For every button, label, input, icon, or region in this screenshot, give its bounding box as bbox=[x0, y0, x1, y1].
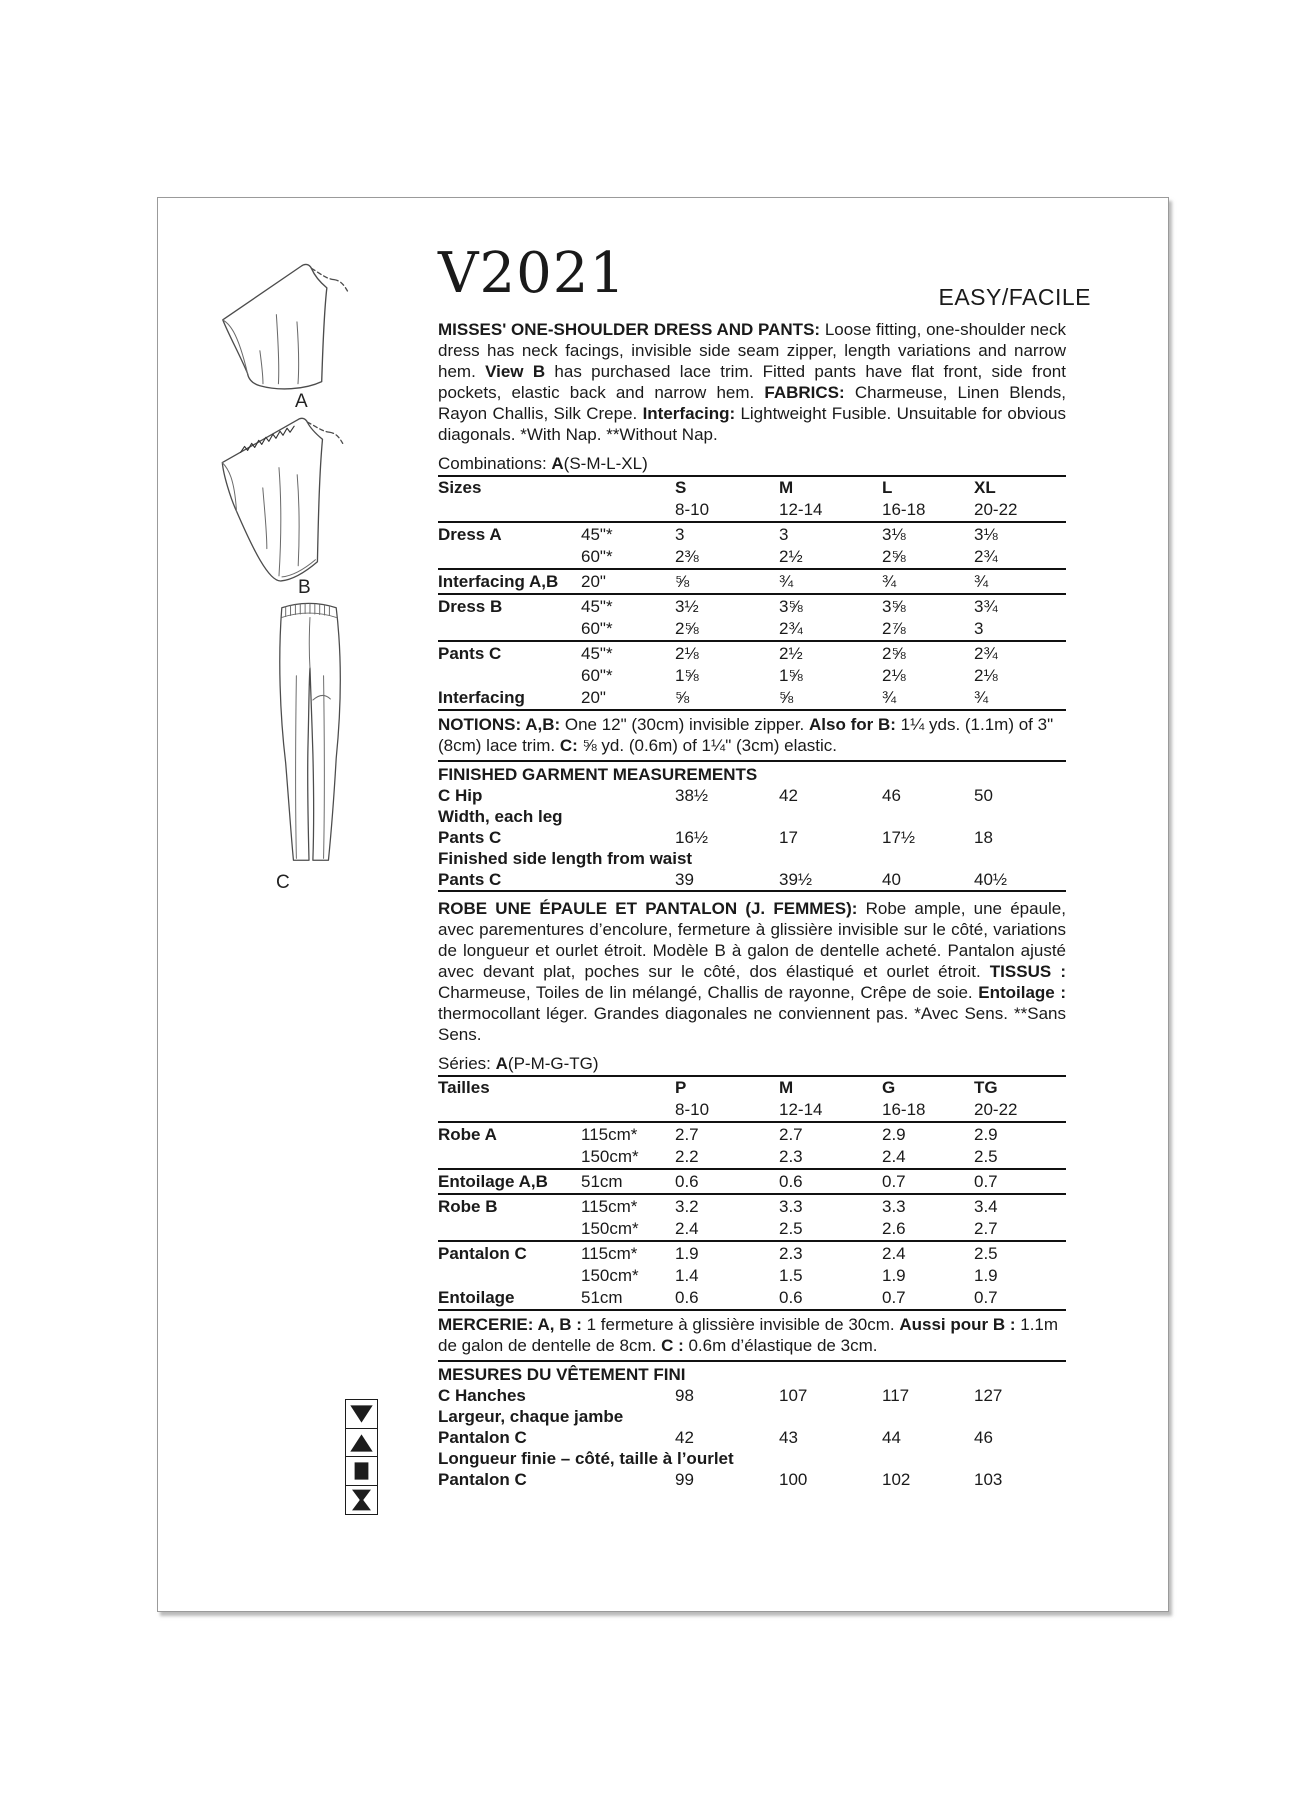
view-a-label: A bbox=[295, 391, 309, 412]
table-row bbox=[438, 1146, 1066, 1169]
cell: 3½ bbox=[675, 594, 779, 618]
difficulty-label: EASY/FACILE bbox=[938, 284, 1091, 310]
table-row bbox=[438, 869, 1066, 891]
cell: 3¾ bbox=[974, 594, 1066, 618]
table-row bbox=[438, 1469, 1066, 1490]
cell: Entoilage A,B bbox=[438, 1169, 581, 1194]
cell: 2.5 bbox=[974, 1147, 998, 1166]
cell: 51cm bbox=[581, 1169, 675, 1194]
nap-triangle-down-icon bbox=[345, 1399, 378, 1429]
description-english: MISSES' ONE-SHOULDER DRESS AND PANTS: Loose fitting, one-shoulder neck dress has neck facings, invisible side seam zipper, length variations and narrow hem. View B has purchased lace trim. Fitted pants have flat front, side front pockets, elastic back and narrow hem. FABRICS: Charmeuse, Linen Blends, Rayon Challis, Silk Crepe. Interfacing: Lightweight Fusible. Unsuitable for obvious diagonals. *With Nap. **Without Nap. bbox=[438, 320, 1066, 444]
pants-c-drawing bbox=[270, 598, 348, 870]
table-row bbox=[438, 1169, 1066, 1194]
table-row bbox=[438, 827, 1066, 848]
cell: 2½ bbox=[779, 641, 882, 665]
cell: 2⅛ bbox=[882, 666, 906, 685]
cell: 2.5 bbox=[779, 1219, 803, 1238]
cell: 40½ bbox=[974, 870, 1008, 889]
cell: 42 bbox=[779, 786, 798, 805]
cell: 2.3 bbox=[779, 1241, 882, 1265]
cell: 45"* bbox=[581, 522, 675, 546]
series-line: Séries: A(P-M-G-TG) bbox=[438, 1054, 599, 1073]
cell: Robe A bbox=[438, 1122, 581, 1146]
cell: 1.9 bbox=[675, 1241, 779, 1265]
cell: 16½ bbox=[675, 828, 709, 847]
table-row bbox=[438, 546, 1066, 569]
cell: 2⅝ bbox=[675, 619, 699, 638]
cell: 98 bbox=[675, 1386, 694, 1405]
cell: M bbox=[779, 1078, 794, 1097]
yardage-table-french bbox=[438, 1075, 1066, 1311]
cell: Dress A bbox=[438, 522, 581, 546]
cell: 0.7 bbox=[882, 1288, 906, 1307]
header-row bbox=[438, 476, 1066, 499]
cell: Largeur, chaque jambe bbox=[438, 1407, 624, 1426]
table-row bbox=[438, 848, 1066, 869]
cell: 0.6 bbox=[779, 1169, 882, 1194]
cell: 3.2 bbox=[675, 1194, 779, 1218]
cell: ⅝ bbox=[675, 688, 690, 707]
cell: 2¾ bbox=[974, 547, 998, 566]
cell: 20" bbox=[581, 569, 675, 594]
cell: 2⅜ bbox=[675, 547, 699, 566]
header-range-row bbox=[438, 1099, 1066, 1122]
cell: 46 bbox=[974, 1428, 993, 1447]
cell: ¾ bbox=[974, 688, 989, 707]
cell: M bbox=[779, 478, 794, 497]
cell: 103 bbox=[974, 1470, 1003, 1489]
cell: 45"* bbox=[581, 641, 675, 665]
cell: 17½ bbox=[882, 828, 916, 847]
table-row bbox=[438, 1427, 1066, 1448]
cell: 60"* bbox=[581, 547, 613, 566]
cell: 150cm* bbox=[581, 1266, 639, 1285]
cell: 2.4 bbox=[675, 1219, 699, 1238]
cell: 2⅝ bbox=[882, 547, 906, 566]
cell: 3 bbox=[675, 522, 779, 546]
cell: 107 bbox=[779, 1386, 808, 1405]
cell: 3⅝ bbox=[779, 594, 882, 618]
cell: 2.4 bbox=[882, 1147, 906, 1166]
cell: 2.9 bbox=[974, 1122, 1066, 1146]
cell: XL bbox=[974, 478, 996, 497]
table-row bbox=[438, 594, 1066, 618]
finished-measurements-table-english bbox=[438, 785, 1066, 892]
cell: ⅝ bbox=[675, 569, 779, 594]
pattern-envelope-back bbox=[157, 197, 1169, 1612]
cell: 17 bbox=[779, 828, 798, 847]
cell: 3 bbox=[779, 522, 882, 546]
cell bbox=[438, 1218, 581, 1241]
cell bbox=[438, 1099, 581, 1122]
cell: TG bbox=[974, 1078, 998, 1097]
cell: 42 bbox=[675, 1428, 694, 1447]
cell: 2.7 bbox=[779, 1122, 882, 1146]
nap-square-icon bbox=[345, 1456, 378, 1486]
yardage-table-english bbox=[438, 475, 1066, 711]
cell: 60"* bbox=[581, 619, 613, 638]
cell: 3.3 bbox=[779, 1194, 882, 1218]
cell: 1.9 bbox=[882, 1266, 906, 1285]
cell: Interfacing bbox=[438, 688, 525, 707]
cell: 12-14 bbox=[779, 1100, 823, 1119]
cell: Entoilage bbox=[438, 1288, 515, 1307]
cell: 127 bbox=[974, 1386, 1003, 1405]
cell: Sizes bbox=[438, 478, 482, 497]
view-c-label: C bbox=[276, 872, 291, 893]
cell: 2½ bbox=[779, 547, 803, 566]
cell: 2⅞ bbox=[882, 619, 906, 638]
cell: 2.9 bbox=[882, 1122, 974, 1146]
cell: 2.7 bbox=[974, 1219, 998, 1238]
cell: 2.3 bbox=[779, 1147, 803, 1166]
cell: 8-10 bbox=[675, 1100, 710, 1119]
cell: 60"* bbox=[581, 666, 613, 685]
cell: Longueur finie – côté, taille à l’ourlet bbox=[438, 1449, 734, 1468]
cell bbox=[581, 1076, 675, 1099]
cell: 3 bbox=[974, 619, 984, 638]
cell bbox=[438, 618, 581, 641]
cell bbox=[438, 499, 581, 522]
cell: 2⅛ bbox=[974, 666, 998, 685]
cell: 2.6 bbox=[882, 1219, 906, 1238]
cell: Width, each leg bbox=[438, 807, 563, 826]
view-b-label: B bbox=[298, 577, 312, 598]
table-row bbox=[438, 806, 1066, 827]
cell: 1⅝ bbox=[779, 666, 803, 685]
cell: C Hip bbox=[438, 786, 483, 805]
cell bbox=[438, 1146, 581, 1169]
cell: Dress B bbox=[438, 594, 581, 618]
cell: 12-14 bbox=[779, 500, 823, 519]
cell: Pants C bbox=[438, 828, 502, 847]
table-row bbox=[438, 687, 1066, 710]
cell: 20" bbox=[581, 688, 606, 707]
cell: G bbox=[882, 1078, 896, 1097]
cell: Tailles bbox=[438, 1078, 490, 1097]
cell: Pantalon C bbox=[438, 1428, 527, 1447]
cell: 46 bbox=[882, 786, 901, 805]
table-row bbox=[438, 1448, 1066, 1469]
pattern-number: V2021 bbox=[438, 241, 626, 306]
cell: Pantalon C bbox=[438, 1241, 581, 1265]
cell: ¾ bbox=[882, 688, 897, 707]
cell: 39½ bbox=[779, 870, 813, 889]
cell: ¾ bbox=[974, 569, 1066, 594]
cell: C Hanches bbox=[438, 1386, 526, 1405]
pattern-info-column bbox=[438, 243, 1066, 1490]
cell: 2.7 bbox=[675, 1122, 779, 1146]
cell: Pants C bbox=[438, 870, 502, 889]
dress-b-drawing bbox=[206, 412, 356, 584]
cell: 115cm* bbox=[581, 1122, 675, 1146]
cell bbox=[581, 476, 675, 499]
cell: 39 bbox=[675, 870, 694, 889]
cell: 2⅝ bbox=[882, 641, 974, 665]
notions-english: NOTIONS: A,B: One 12" (30cm) invisible zipper. Also for B: 1¼ yds. (1.1m) of 3" (8cm) lace trim. C: ⅝ yd. (0.6m) of 1¼" (3cm) elastic. bbox=[438, 711, 1066, 762]
dress-b-sketch bbox=[206, 412, 356, 584]
cell: 16-18 bbox=[882, 500, 926, 519]
cell bbox=[581, 499, 675, 522]
cell: 16-18 bbox=[882, 1100, 926, 1119]
cell bbox=[438, 1265, 581, 1287]
table-row bbox=[438, 522, 1066, 546]
cell: ¾ bbox=[779, 569, 882, 594]
cell: 3.3 bbox=[882, 1194, 974, 1218]
cell: Robe B bbox=[438, 1194, 581, 1218]
table-row bbox=[438, 1218, 1066, 1241]
table-row bbox=[438, 569, 1066, 594]
table-row bbox=[438, 1406, 1066, 1427]
cell: 115cm* bbox=[581, 1194, 675, 1218]
cell bbox=[438, 546, 581, 569]
cell: 20-22 bbox=[974, 1100, 1018, 1119]
table-row bbox=[438, 785, 1066, 806]
cell: ¾ bbox=[882, 569, 974, 594]
nap-triangle-up-icon bbox=[345, 1428, 378, 1458]
table-row bbox=[438, 1241, 1066, 1265]
cell: Pants C bbox=[438, 641, 581, 665]
cell: 2.4 bbox=[882, 1241, 974, 1265]
cell: 0.6 bbox=[675, 1169, 779, 1194]
combinations-line: Combinations: A(S-M-L-XL) bbox=[438, 454, 648, 473]
cell: 3⅝ bbox=[882, 594, 974, 618]
cell: 1.4 bbox=[675, 1266, 699, 1285]
cell: 3⅛ bbox=[882, 522, 974, 546]
cell: 115cm* bbox=[581, 1241, 675, 1265]
dress-a-sketch bbox=[206, 258, 356, 394]
cell: 40 bbox=[882, 870, 901, 889]
cell: 8-10 bbox=[675, 500, 710, 519]
cell: 2.2 bbox=[675, 1147, 699, 1166]
cell: 0.6 bbox=[779, 1288, 803, 1307]
finished-measurements-title-french: MESURES DU VÊTEMENT FINI bbox=[438, 1365, 686, 1384]
cell: 117 bbox=[882, 1386, 910, 1405]
cell: 2.5 bbox=[974, 1241, 1066, 1265]
finished-measurements-title-english: FINISHED GARMENT MEASUREMENTS bbox=[438, 765, 758, 784]
cell: 44 bbox=[882, 1428, 901, 1447]
cell: 0.6 bbox=[675, 1288, 699, 1307]
cell: 1⅝ bbox=[675, 666, 699, 685]
cell: 38½ bbox=[675, 786, 709, 805]
cell: 3⅛ bbox=[974, 522, 1066, 546]
cell: ⅝ bbox=[779, 688, 794, 707]
cell: 50 bbox=[974, 786, 993, 805]
cell: 1.5 bbox=[779, 1266, 803, 1285]
cell: 99 bbox=[675, 1470, 694, 1489]
cell: Pantalon C bbox=[438, 1470, 527, 1489]
cell: 0.7 bbox=[974, 1169, 1066, 1194]
table-row bbox=[438, 1385, 1066, 1406]
table-row bbox=[438, 618, 1066, 641]
cell: 0.7 bbox=[974, 1288, 998, 1307]
cell: 0.7 bbox=[882, 1169, 974, 1194]
finished-measurements-table-french bbox=[438, 1385, 1066, 1490]
cell: L bbox=[882, 478, 893, 497]
cell: 20-22 bbox=[974, 500, 1018, 519]
nap-hourglass-icon bbox=[345, 1485, 378, 1515]
cell: Finished side length from waist bbox=[438, 849, 693, 868]
table-row bbox=[438, 641, 1066, 665]
nap-symbols bbox=[345, 1399, 378, 1515]
cell: 100 bbox=[779, 1470, 808, 1489]
mercerie-french: MERCERIE: A, B : 1 fermeture à glissière invisible de 30cm. Aussi pour B : 1.1m de galon de dentelle de 8cm. C : 0.6m d’élastique de 3cm. bbox=[438, 1311, 1066, 1362]
table-row bbox=[438, 665, 1066, 687]
dress-a-drawing bbox=[206, 258, 356, 394]
cell: P bbox=[675, 1078, 687, 1097]
table-row bbox=[438, 1194, 1066, 1218]
header-range-row bbox=[438, 499, 1066, 522]
header-row bbox=[438, 1076, 1066, 1099]
cell: 51cm bbox=[581, 1288, 623, 1307]
description-french: ROBE UNE ÉPAULE ET PANTALON (J. FEMMES): Robe ample, une épaule, avec parementures d’encolure, fermeture à glissière invisible sur le côté, variations de longueur et ourlet étroit. Modèle B à galon de dentelle acheté. Pantalon ajusté avec devant plat, poches sur le côté, dos élastiqué et ourlet étroit. TISSUS : Charmeuse, Toiles de lin mélangé, Challis de rayonne, Crêpe de soie. Entoilage : thermocollant léger. Grandes diagonales ne conviennent pas. *Avec Sens. **Sans Sens. bbox=[438, 899, 1066, 1044]
cell: 45"* bbox=[581, 594, 675, 618]
cell bbox=[438, 665, 581, 687]
table-row bbox=[438, 1287, 1066, 1310]
cell: 2¾ bbox=[974, 641, 1066, 665]
cell: 1.9 bbox=[974, 1266, 998, 1285]
pants-c-sketch bbox=[270, 598, 348, 870]
cell: 102 bbox=[882, 1470, 911, 1489]
cell: 18 bbox=[974, 828, 993, 847]
table-row bbox=[438, 1122, 1066, 1146]
cell: 150cm* bbox=[581, 1219, 639, 1238]
cell: 3.4 bbox=[974, 1194, 1066, 1218]
cell: 150cm* bbox=[581, 1147, 639, 1166]
cell: 2¾ bbox=[779, 619, 803, 638]
cell: S bbox=[675, 478, 687, 497]
cell: 2⅛ bbox=[675, 641, 779, 665]
cell bbox=[581, 1099, 675, 1122]
cell: 43 bbox=[779, 1428, 798, 1447]
cell: Interfacing A,B bbox=[438, 569, 581, 594]
table-row bbox=[438, 1265, 1066, 1287]
